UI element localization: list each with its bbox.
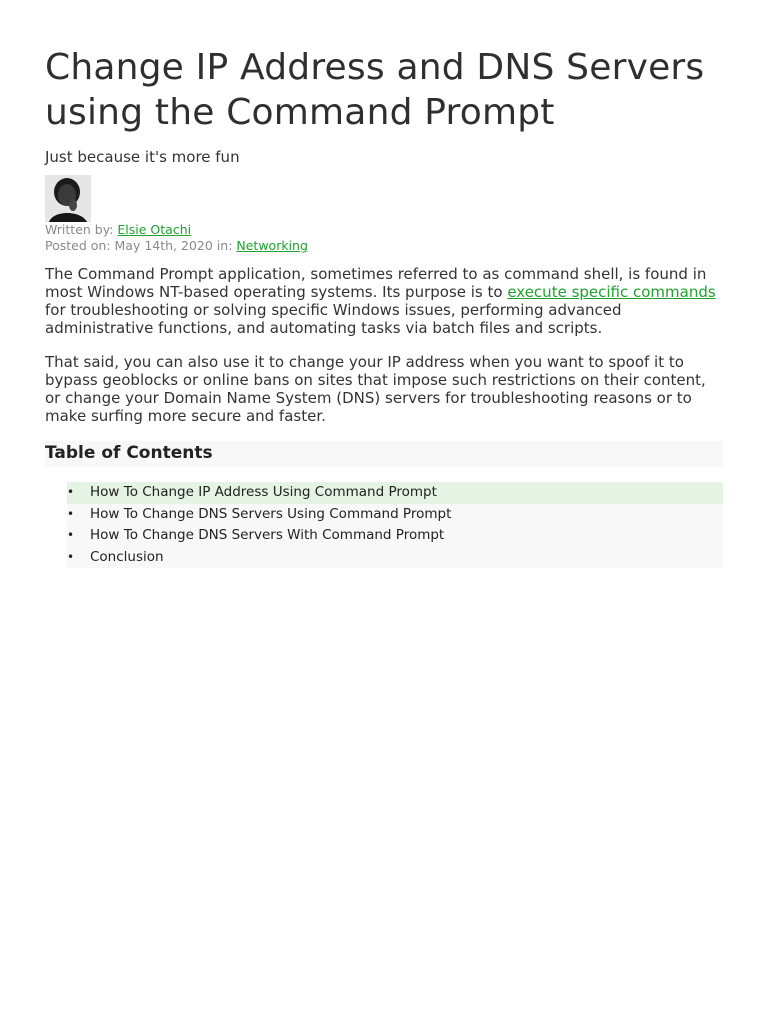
category-link[interactable]: Networking	[236, 238, 308, 253]
toc-item-label: How To Change IP Address Using Command Prompt	[90, 484, 437, 500]
bullet-icon: •	[67, 506, 75, 521]
toc-item-change-dns-using[interactable]	[67, 504, 723, 526]
execute-commands-link[interactable]: execute specific commands	[507, 283, 716, 301]
in-label: in:	[212, 238, 237, 253]
toc-item-change-ip[interactable]	[67, 482, 723, 504]
written-by-label: Written by:	[45, 222, 118, 237]
paragraph-intro-text-2: for troubleshooting or solving specific Windows issues, performing advanced administrative functions, and automating tasks via batch files and scripts.	[45, 301, 622, 337]
toc-title: Table of Contents	[45, 441, 723, 466]
bullet-icon: •	[67, 528, 75, 542]
author-avatar	[45, 175, 91, 222]
toc-item-change-dns-with[interactable]	[67, 525, 723, 547]
posted-on-line	[45, 238, 723, 254]
toc-item-conclusion[interactable]	[67, 547, 723, 569]
bullet-icon: •	[67, 485, 75, 499]
paragraph-intro-text-1: The Command Prompt application, sometimes referred to as command shell, is found in most Windows NT-based operating systems. Its purpose is to	[45, 265, 707, 301]
table-of-contents	[45, 441, 723, 568]
written-by-line	[45, 222, 723, 238]
paragraph-intro	[45, 265, 723, 337]
author-link[interactable]: Elsie Otachi	[117, 222, 192, 237]
toc-item-label: How To Change DNS Servers Using Command Prompt	[90, 505, 452, 522]
page-subtitle: Just because it's more fun	[45, 148, 240, 166]
toc-item-label: How To Change DNS Servers With Command Prompt	[90, 527, 445, 543]
paragraph-second: That said, you can also use it to change your IP address when you want to spoof it to bypass geoblocks or online bans on sites that impose such restrictions on their content, or change your Domain Name System (DNS) servers for troubleshooting reasons or to make surfing more secure and faster.	[45, 353, 706, 425]
posted-on-label: Posted on:	[45, 238, 115, 253]
bullet-icon: •	[67, 549, 75, 564]
author-photo-icon	[45, 175, 91, 222]
toc-item-label: Conclusion	[90, 548, 164, 565]
article-body	[45, 265, 723, 425]
page-title: Change IP Address and DNS Servers using the Command Prompt	[45, 47, 705, 133]
article	[45, 0, 723, 568]
post-date: May 14th, 2020	[114, 238, 213, 253]
toc-list	[67, 482, 723, 568]
post-meta	[45, 222, 723, 254]
